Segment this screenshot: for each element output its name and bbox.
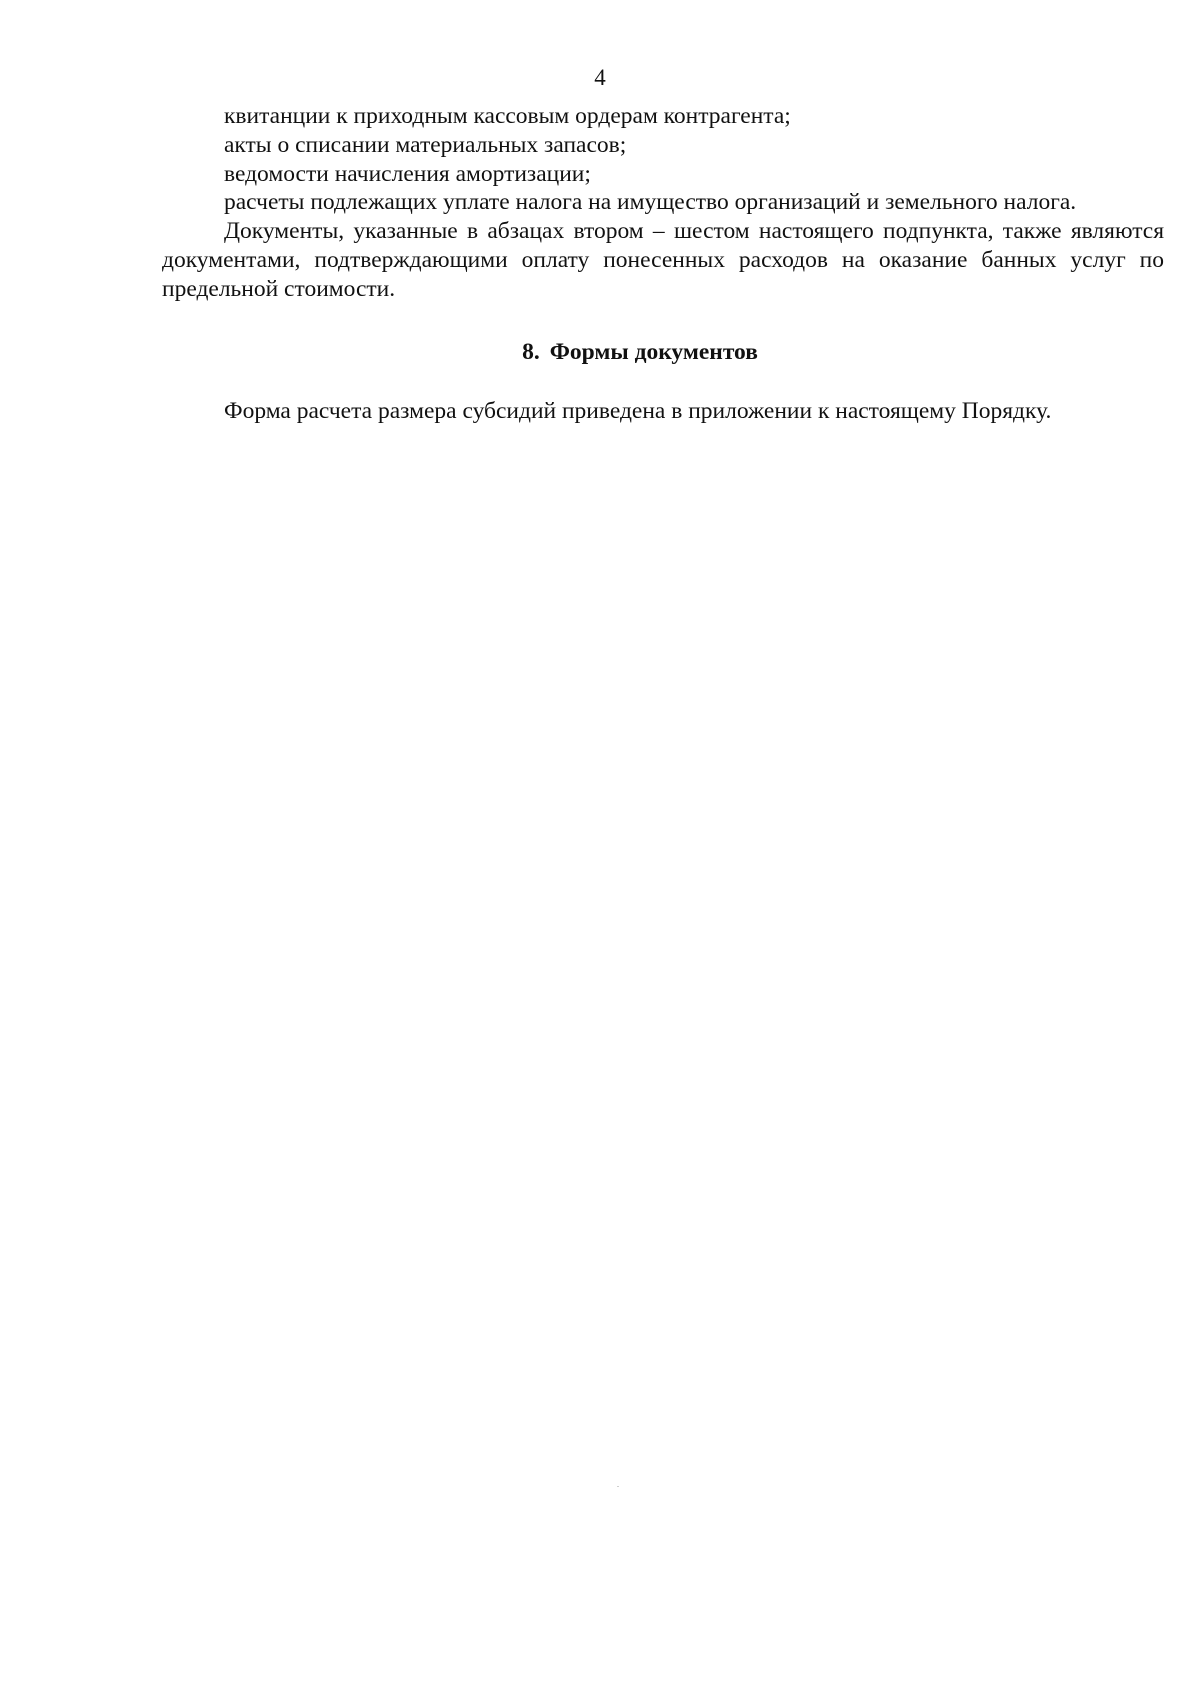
section-text: Форма расчета размера субсидий приведена в приложении к настоящему Порядку.	[224, 398, 1052, 424]
documents-paragraph: Документы, указанные в абзацах втором – шестом настоящего подпункта, также являются документами, подтверждающими оплату понесенных расходов на оказание банных услуг по предельной стоимости.	[162, 218, 1164, 302]
scan-speck	[617, 1486, 619, 1487]
list-item: расчеты подлежащих уплате налога на имущество организаций и земельного налога.	[224, 189, 1077, 216]
section-title: Формы документов	[549, 339, 758, 365]
list-item: ведомости начисления амортизации;	[224, 160, 591, 187]
document-body	[162, 102, 1164, 304]
page-number: 4	[594, 65, 606, 90]
section-number: 8.	[522, 339, 540, 365]
list-item: квитанции к приходным кассовым ордерам контрагента;	[224, 103, 791, 129]
section-heading	[0, 338, 1200, 366]
list-item: акты о списании материальных запасов;	[224, 131, 627, 158]
